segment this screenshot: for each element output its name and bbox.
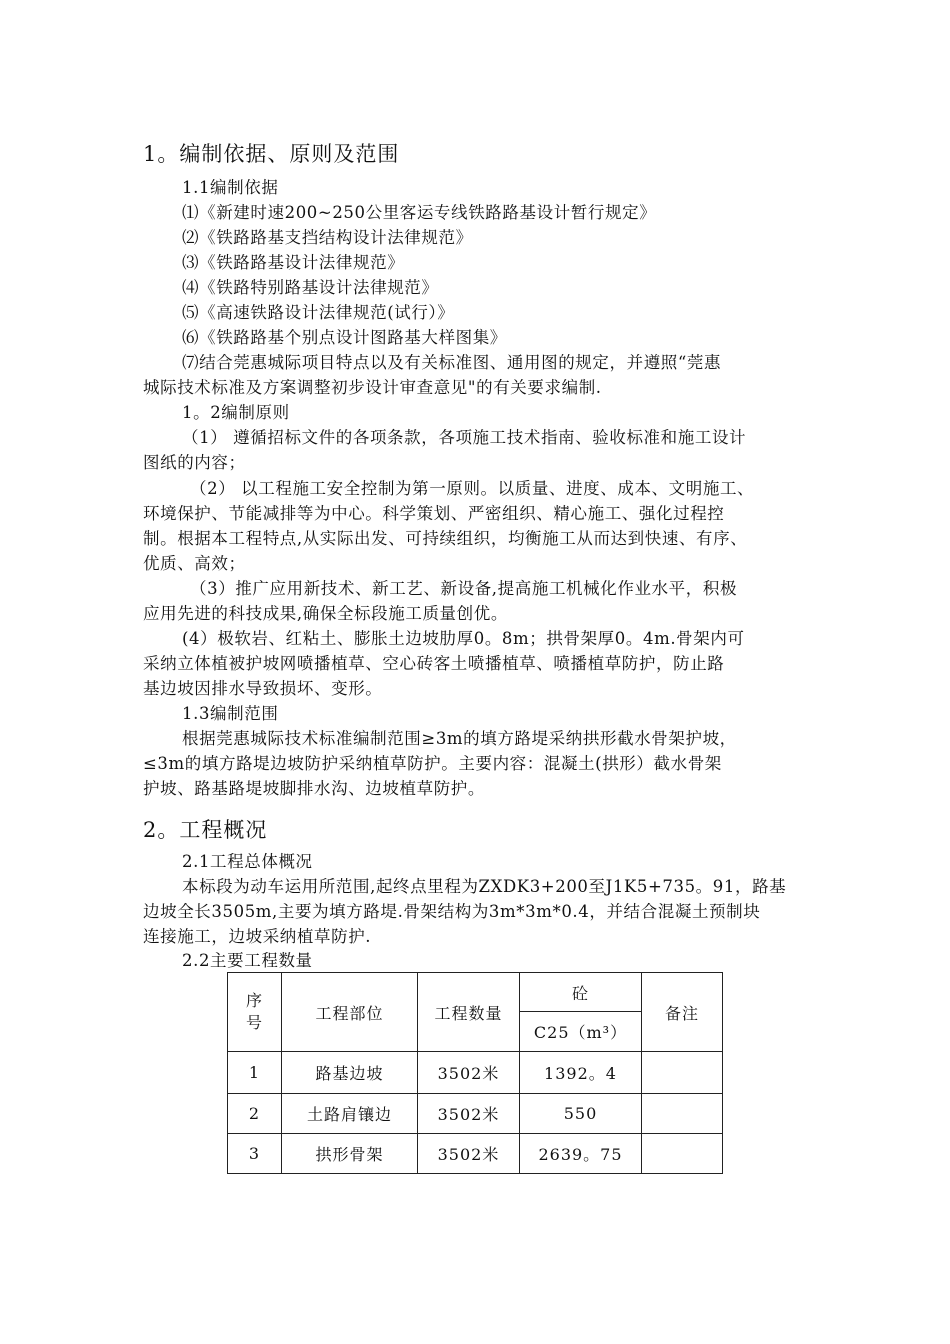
table-row [228, 1094, 723, 1134]
cell-part: 拱形骨架 [282, 1134, 418, 1174]
cell-seq: 3 [228, 1134, 282, 1174]
cell-part: 土路肩镶边 [282, 1094, 418, 1134]
basis-heading: 1.1编制依据 [182, 178, 279, 197]
cell-c25: 2639。75 [520, 1134, 642, 1174]
basis-item: ⑸《高速铁路设计法律规范(试行）》 [182, 303, 455, 322]
principles-heading: 1。2编制原则 [182, 403, 290, 422]
cell-qty: 3502米 [418, 1094, 520, 1134]
principle-text: 应用先进的科技成果,确保全标段施工质量创优。 [143, 604, 508, 623]
cell-seq: 2 [228, 1094, 282, 1134]
cell-part: 路基边坡 [282, 1052, 418, 1094]
principle-text: 环境保护、节能减排等为中心。科学策划、严密组织、精心施工、强化过程控 [143, 504, 725, 523]
basis-item: ⑷《铁路特别路基设计法律规范》 [182, 278, 439, 297]
cell-c25: 1392。4 [520, 1052, 642, 1094]
basis-item: ⑶《铁路路基设计法律规范》 [182, 253, 405, 272]
cell-c25: 550 [520, 1094, 642, 1134]
basis-item: ⑺结合莞惠城际项目特点以及有关标准图、通用图的规定，并遵照“莞惠 [182, 353, 722, 372]
basis-item-cont: 城际技术标准及方案调整初步设计审查意见"的有关要求编制. [143, 378, 602, 397]
cell-note [642, 1094, 723, 1134]
table-header-row [228, 973, 723, 1012]
principle-text: 采纳立体植被护坡网喷播植草、空心砖客土喷播植草、喷播植草防护，防止路 [143, 654, 725, 673]
header-c25: C25（m³） [520, 1012, 642, 1052]
overview-text: 边坡全长3505m,主要为填方路堤.骨架结构为3m*3m*0.4，并结合混凝土预制块 [143, 902, 761, 921]
overview-text: 连接施工，边坡采纳植草防护. [143, 927, 372, 946]
scope-text: 根据莞惠城际技术标准编制范围≥3m的填方路堤采纳拱形截水骨架护坡， [182, 729, 737, 748]
basis-item: ⑵《铁路路基支挡结构设计法律规范》 [182, 228, 473, 247]
overview-text: 本标段为动车运用所范围,起终点里程为ZXDK3+200至J1K5+735。91，路基 [182, 877, 787, 896]
header-seq: 序号 [228, 973, 282, 1052]
cell-note [642, 1134, 723, 1174]
header-note: 备注 [642, 973, 723, 1052]
header-concrete: 砼 [520, 973, 642, 1012]
header-part: 工程部位 [282, 973, 418, 1052]
cell-seq: 1 [228, 1052, 282, 1094]
section1-title: 1。编制依据、原则及范围 [143, 142, 400, 166]
scope-text: 护坡、路基路堤坡脚排水沟、边坡植草防护。 [143, 779, 485, 798]
header-qty: 工程数量 [418, 973, 520, 1052]
overview-heading: 2.1工程总体概况 [182, 852, 313, 871]
principle-text: 基边坡因排水导致损坏、变形。 [143, 679, 383, 698]
cell-qty: 3502米 [418, 1134, 520, 1174]
scope-text: ≤3m的填方路堤边坡防护采纳植草防护。主要内容：混凝土(拱形）截水骨架 [143, 754, 722, 773]
principle-text: （1） 遵循招标文件的各项条款，各项施工技术指南、验收标准和施工设计 [182, 428, 747, 447]
principle-text: (4）极软岩、红粘土、膨胀土边坡肋厚0。8m；拱骨架厚0。4m.骨架内可 [182, 629, 745, 648]
principle-text: 制。根据本工程特点,从实际出发、可持续组织，均衡施工从而达到快速、有序、 [143, 529, 748, 548]
cell-note [642, 1052, 723, 1094]
principle-text: 图纸的内容； [143, 453, 246, 472]
table-row [228, 1134, 723, 1174]
quantities-heading: 2.2主要工程数量 [182, 951, 313, 970]
basis-item: ⑹《铁路路基个别点设计图路基大样图集》 [182, 328, 507, 347]
principle-text: 优质、高效； [143, 554, 246, 573]
principle-text: （3）推广应用新技术、新工艺、新设备,提高施工机械化作业水平，积极 [190, 579, 738, 598]
principle-text: （2） 以工程施工安全控制为第一原则。以质量、进度、成本、文明施工、 [190, 479, 755, 498]
cell-qty: 3502米 [418, 1052, 520, 1094]
basis-item: ⑴《新建时速200~250公里客运专线铁路路基设计暂行规定》 [182, 203, 657, 222]
quantities-table [227, 972, 723, 1174]
table-row [228, 1052, 723, 1094]
scope-heading: 1.3编制范围 [182, 704, 279, 723]
section2-title: 2。工程概况 [143, 818, 268, 842]
